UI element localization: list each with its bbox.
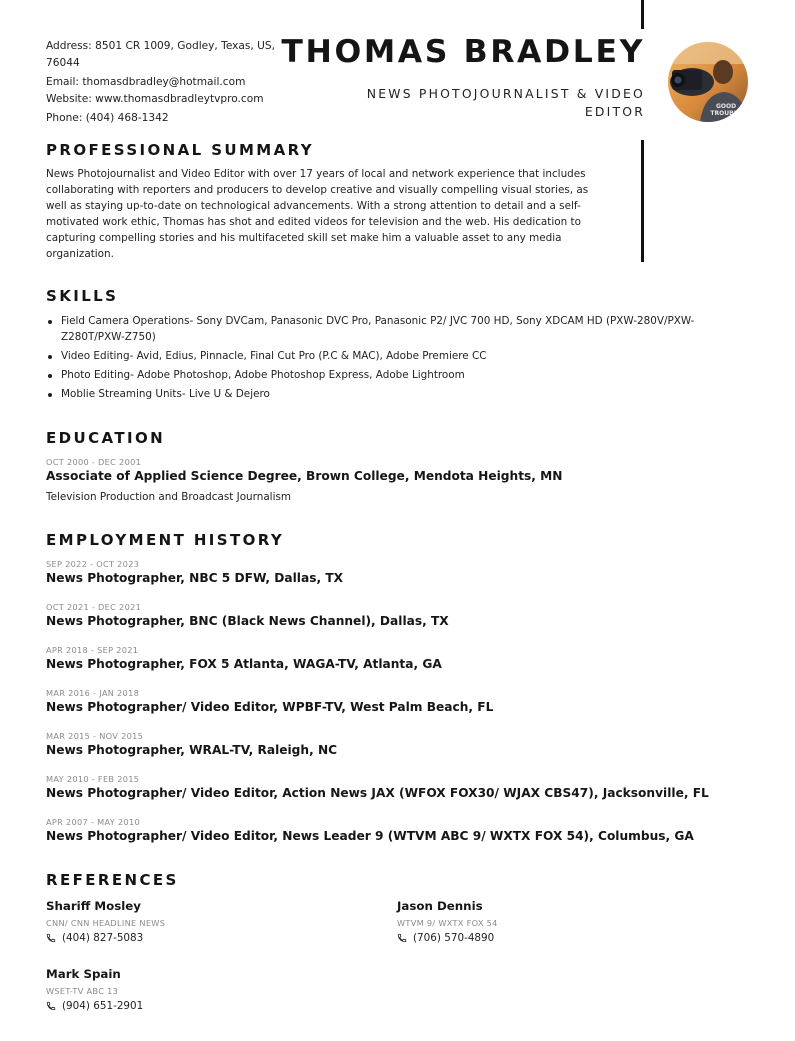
- skills-list: [46, 313, 746, 405]
- shirt-print-2: TROUBLE: [710, 110, 742, 117]
- job-date: OCT 2021 - DEC 2021: [46, 602, 142, 612]
- contact-address: Address: 8501 CR 1009, Godley, Texas, US, 76044: [46, 40, 276, 69]
- bullet-icon: [48, 374, 52, 378]
- job-title: News Photographer, NBC 5 DFW, Dallas, TX: [46, 571, 344, 585]
- heading-education: EDUCATION: [46, 429, 166, 447]
- skill-text: Photo Editing- Adobe Photoshop, Adobe Photoshop Express, Adobe Lightroom: [61, 369, 465, 381]
- heading-employment-history: EMPLOYMENT HISTORY: [46, 531, 285, 549]
- contact-email[interactable]: Email: thomasdbradley@hotmail.com: [46, 76, 246, 88]
- phone-icon: [397, 933, 407, 943]
- heading-skills: SKILLS: [46, 287, 119, 305]
- job-title: News Photographer/ Video Editor, WPBF-TV, West Palm Beach, FL: [46, 700, 494, 714]
- accent-bar-middle: [641, 140, 644, 262]
- skill-text: Video Editing- Avid, Edius, Pinnacle, Final Cut Pro (P.C & MAC), Adobe Premiere CC: [61, 350, 487, 362]
- job-date: SEP 2022 - OCT 2023: [46, 559, 140, 569]
- reference-phone: [46, 1000, 346, 1012]
- job-date: MAY 2010 - FEB 2015: [46, 774, 140, 784]
- avatar-photo: [668, 42, 748, 122]
- reference-organization: CNN/ CNN HEADLINE NEWS: [46, 918, 166, 928]
- reference-organization: WSET-TV ABC 13: [46, 986, 119, 996]
- reference-phone-number: (904) 651-2901: [62, 1000, 144, 1012]
- phone-icon: [46, 933, 56, 943]
- reference-phone-number: (706) 570-4890: [413, 932, 495, 944]
- contact-website[interactable]: Website: www.thomasdbradleytvpro.com: [46, 92, 264, 105]
- phone-icon: [46, 1001, 56, 1011]
- job-date: MAR 2015 - NOV 2015: [46, 731, 144, 741]
- skill-item: [46, 386, 746, 402]
- bullet-icon: [48, 320, 52, 324]
- reference-phone: [46, 932, 346, 944]
- reference-card: [397, 899, 697, 944]
- job-date: APR 2007 - MAY 2010: [46, 817, 140, 827]
- accent-bar-top: [641, 0, 644, 29]
- bullet-icon: [48, 393, 52, 397]
- skill-item: [46, 313, 746, 345]
- reference-name: Jason Dennis: [397, 899, 483, 913]
- reference-card: [46, 899, 346, 944]
- job-title: News Photographer, BNC (Black News Channel), Dallas, TX: [46, 614, 449, 628]
- skill-item: [46, 348, 746, 364]
- job-title: News Photographer, FOX 5 Atlanta, WAGA-TV, Atlanta, GA: [46, 657, 442, 671]
- job-title: News Photographer/ Video Editor, Action News JAX (WFOX FOX30/ WJAX CBS47), Jacksonville, FL: [46, 786, 709, 800]
- reference-card: [46, 967, 346, 1012]
- contact-phone: Phone: (404) 468-1342: [46, 112, 169, 124]
- reference-organization: WTVM 9/ WXTX FOX 54: [397, 918, 498, 928]
- reference-name: Mark Spain: [46, 967, 121, 981]
- heading-professional-summary: PROFESSIONAL SUMMARY: [46, 141, 315, 159]
- reference-phone-number: (404) 827-5083: [62, 932, 144, 944]
- education-degree: Associate of Applied Science Degree, Brown College, Mendota Heights, MN: [46, 469, 563, 483]
- candidate-name: THOMAS BRADLEY: [281, 34, 645, 70]
- education-date: OCT 2000 - DEC 2001: [46, 457, 142, 467]
- heading-references: REFERENCES: [46, 871, 179, 889]
- candidate-title: NEWS PHOTOJOURNALIST & VIDEO EDITOR: [366, 86, 645, 119]
- avatar: [668, 42, 748, 122]
- job-title: News Photographer, WRAL-TV, Raleigh, NC: [46, 743, 338, 757]
- shirt-print: GOOD: [715, 103, 737, 110]
- summary-text: News Photojournalist and Video Editor with over 17 years of local and network experience that includes collaborating with reporters and producers to develop creative and visually compelling visual stories, as well as staying up-to-date on technological advancements. With a strong attention to detail and a self-motivated work ethic, Thomas has shot and edited videos for television and the web. His dedication to capturing compelling stories and his multifaceted skill set make him a valuable asset to any media organization.: [46, 168, 589, 260]
- bullet-icon: [48, 355, 52, 359]
- skill-item: [46, 367, 746, 383]
- contact-block: [46, 38, 278, 127]
- job-date: MAR 2016 - JAN 2018: [46, 688, 140, 698]
- education-detail: Television Production and Broadcast Journalism: [46, 491, 291, 503]
- reference-name: Shariff Mosley: [46, 899, 141, 913]
- reference-phone: [397, 932, 697, 944]
- skill-text: Moblie Streaming Units- Live U & Dejero: [61, 388, 270, 400]
- skill-text: Field Camera Operations- Sony DVCam, Panasonic DVC Pro, Panasonic P2/ JVC 700 HD, Sony XDCAM HD (PXW-280V/PXW-Z280T/PXW-Z750): [61, 315, 695, 343]
- job-title: News Photographer/ Video Editor, News Leader 9 (WTVM ABC 9/ WXTX FOX 54), Columbus, GA: [46, 829, 694, 843]
- job-date: APR 2018 - SEP 2021: [46, 645, 139, 655]
